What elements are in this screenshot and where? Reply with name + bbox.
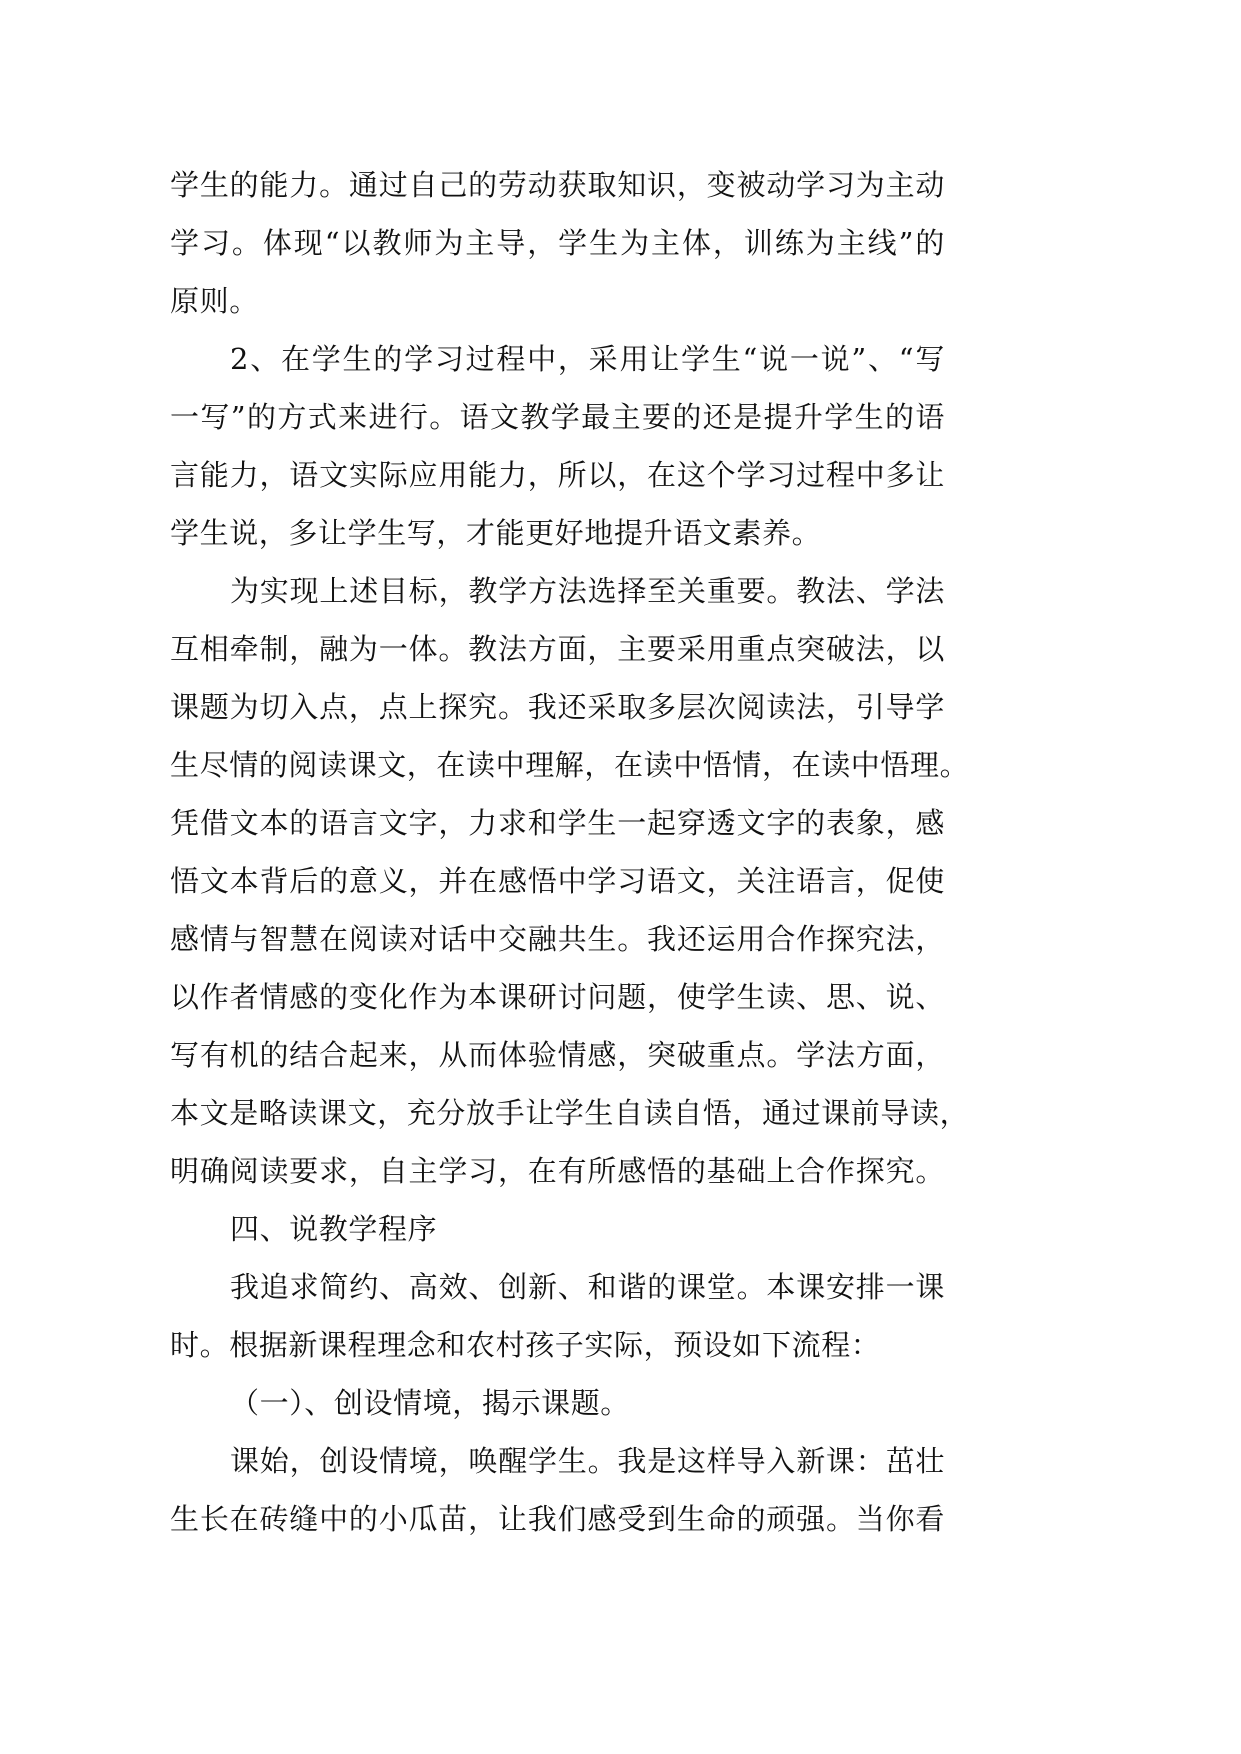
section-heading [170, 1200, 945, 1258]
text-line: 生尽情的阅读课文，在读中理解，在读中悟情，在读中悟理。 [170, 748, 970, 782]
text-line: 学生说，多让学生写，才能更好地提升语文素养。 [170, 516, 822, 550]
text-line: 言能力，语文实际应用能力，所以，在这个学习过程中多让 [170, 458, 945, 492]
subsection-heading [170, 1374, 945, 1432]
paragraph [170, 330, 945, 562]
text-line: 原则。 [170, 284, 259, 318]
section-heading-text: 四、说教学程序 [230, 1212, 438, 1246]
text-line: 悟文本背后的意义，并在感悟中学习语文，关注语言，促使 [170, 864, 945, 898]
text-line: 学习。体现“以教师为主导，学生为主体，训练为主线”的 [170, 226, 945, 260]
paragraph [170, 1432, 945, 1548]
text-line: 感情与智慧在阅读对话中交融共生。我还运用合作探究法， [170, 922, 945, 956]
text-line: 我追求简约、高效、创新、和谐的课堂。本课安排一课 [230, 1270, 945, 1304]
text-line: 课始，创设情境，唤醒学生。我是这样导入新课：茁壮 [230, 1444, 945, 1478]
subsection-heading-text: （一）、创设情境，揭示课题。 [230, 1386, 630, 1420]
paragraph [170, 156, 945, 330]
text-line: 写有机的结合起来，从而体验情感，突破重点。学法方面， [170, 1038, 945, 1072]
text-line: 互相牵制，融为一体。教法方面，主要采用重点突破法，以 [170, 632, 945, 666]
text-line: 以作者情感的变化作为本课研讨问题，使学生读、思、说、 [170, 980, 945, 1014]
text-line: 凭借文本的语言文字，力求和学生一起穿透文字的表象，感 [170, 806, 945, 840]
text-line: 时。根据新课程理念和农村孩子实际，预设如下流程： [170, 1328, 881, 1362]
text-line: 课题为切入点，点上探究。我还采取多层次阅读法，引导学 [170, 690, 945, 724]
document-body [170, 156, 970, 1548]
text-line: 2、在学生的学习过程中，采用让学生“说一说”、“写 [230, 342, 945, 376]
text-line: 生长在砖缝中的小瓜苗，让我们感受到生命的顽强。当你看 [170, 1502, 945, 1536]
text-line: 学生的能力。通过自己的劳动获取知识，变被动学习为主动 [170, 168, 945, 202]
paragraph [170, 1258, 945, 1374]
text-line: 一写”的方式来进行。语文教学最主要的还是提升学生的语 [170, 400, 945, 434]
text-line: 明确阅读要求，自主学习，在有所感悟的基础上合作探究。 [170, 1154, 945, 1188]
text-line: 本文是略读课文，充分放手让学生自读自悟，通过课前导读， [170, 1096, 970, 1130]
text-line: 为实现上述目标，教学方法选择至关重要。教法、学法 [230, 574, 945, 608]
paragraph [170, 562, 970, 1200]
